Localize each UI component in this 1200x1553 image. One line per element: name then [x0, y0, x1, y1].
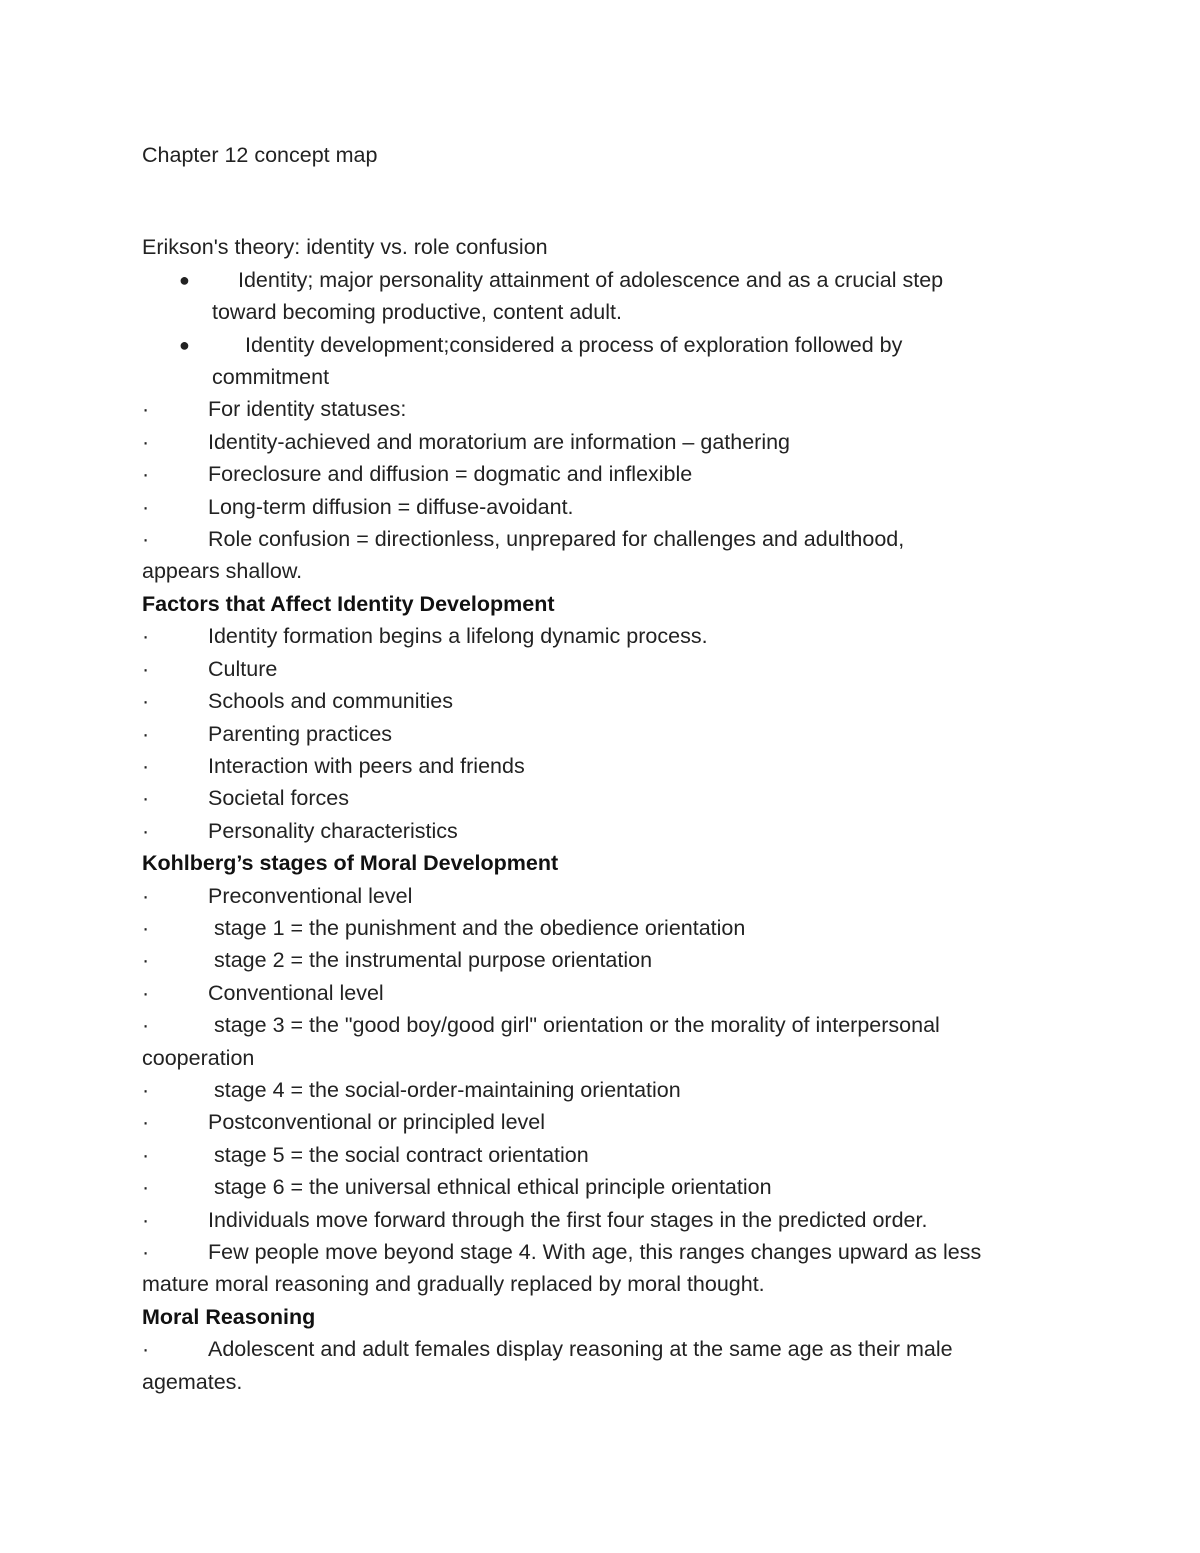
list-item	[142, 944, 1072, 976]
list-item-text: stage 1 = the punishment and the obedience orientation	[214, 915, 746, 940]
bullet-text: Identity development;considered a process of exploration followed by	[245, 332, 903, 357]
dot-icon: ·	[142, 397, 150, 422]
dot-icon: ·	[142, 883, 150, 908]
list-item-text: Role confusion = directionless, unprepared for challenges and adulthood,	[208, 527, 905, 552]
bullet-disc-icon: ●	[179, 334, 190, 355]
dot-icon: ·	[142, 624, 150, 649]
dot-icon: ·	[142, 818, 150, 843]
list-item-text: stage 5 = the social contract orientation	[214, 1142, 589, 1167]
list-item	[142, 620, 1072, 652]
list-item-text: Conventional level	[208, 980, 384, 1005]
list-item-text: Identity-achieved and moratorium are information – gathering	[208, 429, 791, 454]
dot-icon: ·	[142, 689, 150, 714]
list-item	[142, 1236, 1072, 1301]
list-item-text: stage 2 = the instrumental purpose orientation	[214, 948, 653, 973]
list-item	[142, 1074, 1072, 1106]
erikson-heading: Erikson's theory: identity vs. role confusion	[142, 235, 548, 260]
list-item-text: stage 4 = the social-order-maintaining orientation	[214, 1077, 681, 1102]
list-item-text-continued: mature moral reasoning and gradually replaced by moral thought.	[142, 1272, 765, 1297]
list-item-text: Long-term diffusion = diffuse-avoidant.	[208, 494, 574, 519]
list-item	[142, 1333, 1072, 1398]
bullet-text: Identity; major personality attainment of adolescence and as a crucial step	[238, 267, 944, 292]
dot-icon: ·	[142, 1207, 150, 1232]
list-item-text-continued: cooperation	[142, 1045, 255, 1070]
dot-icon: ·	[142, 462, 150, 487]
bullet-text-continued: toward becoming productive, content adult.	[212, 300, 622, 325]
list-item	[142, 912, 1072, 944]
page-title: Chapter 12 concept map	[142, 143, 378, 167]
list-item	[142, 718, 1072, 750]
document-body	[142, 139, 1072, 1398]
dot-icon: ·	[142, 656, 150, 681]
list-item	[142, 1139, 1072, 1171]
list-item-text: Parenting practices	[208, 721, 393, 746]
dot-icon: ·	[142, 1077, 150, 1102]
list-item-text: For identity statuses:	[208, 397, 407, 422]
list-item-text: Societal forces	[208, 786, 350, 811]
dot-icon: ·	[142, 1175, 150, 1200]
list-item-text: Personality characteristics	[208, 818, 458, 843]
dot-icon: ·	[142, 527, 150, 552]
erikson-bullet-2	[142, 329, 1072, 394]
dot-icon: ·	[142, 1013, 150, 1038]
dot-icon: ·	[142, 721, 150, 746]
list-item-text: Culture	[208, 656, 278, 681]
dot-icon: ·	[142, 429, 150, 454]
list-item-text: Individuals move forward through the first four stages in the predicted order.	[208, 1207, 928, 1232]
list-item-text: Adolescent and adult females display reasoning at the same age as their male	[208, 1337, 953, 1362]
dot-icon: ·	[142, 915, 150, 940]
list-item	[142, 815, 1072, 847]
list-item-text: stage 3 = the "good boy/good girl" orientation or the morality of interpersonal	[214, 1013, 940, 1038]
list-item-text: Identity formation begins a lifelong dynamic process.	[208, 624, 708, 649]
factors-heading: Factors that Affect Identity Development	[142, 591, 555, 616]
list-item-text: Preconventional level	[208, 883, 413, 908]
list-item	[142, 1204, 1072, 1236]
list-item	[142, 1009, 1072, 1074]
list-item-text: stage 6 = the universal ethnical ethical principle orientation	[214, 1175, 772, 1200]
list-item	[142, 1106, 1072, 1138]
dot-icon: ·	[142, 494, 150, 519]
list-item	[142, 977, 1072, 1009]
list-item-text-continued: appears shallow.	[142, 559, 303, 584]
dot-icon: ·	[142, 1337, 150, 1362]
dot-icon: ·	[142, 980, 150, 1005]
list-item	[142, 782, 1072, 814]
kohlberg-heading: Kohlberg’s stages of Moral Development	[142, 851, 559, 876]
list-item	[142, 491, 1072, 523]
bullet-disc-icon: ●	[179, 269, 190, 290]
list-item	[142, 393, 1072, 425]
list-item-text: Schools and communities	[208, 689, 453, 714]
moral-reasoning-heading: Moral Reasoning	[142, 1304, 316, 1329]
dot-icon: ·	[142, 753, 150, 778]
list-item	[142, 685, 1072, 717]
list-item-text: Interaction with peers and friends	[208, 753, 525, 778]
dot-icon: ·	[142, 1142, 150, 1167]
bullet-text-continued: commitment	[212, 365, 330, 390]
erikson-bullet-1	[142, 264, 1072, 329]
list-item	[142, 750, 1072, 782]
list-item	[142, 426, 1072, 458]
dot-icon: ·	[142, 1240, 150, 1264]
dot-icon: ·	[142, 948, 150, 973]
list-item-text: Postconventional or principled level	[208, 1110, 546, 1135]
list-item	[142, 1171, 1072, 1203]
list-item-text: Foreclosure and diffusion = dogmatic and inflexible	[208, 462, 693, 487]
list-item-text-continued: agemates.	[142, 1369, 243, 1394]
list-item	[142, 523, 1072, 588]
dot-icon: ·	[142, 786, 150, 811]
spacer	[142, 171, 1072, 231]
list-item	[142, 458, 1072, 490]
list-item	[142, 653, 1072, 685]
list-item-text: Few people move beyond stage 4. With age, this ranges changes upward as less	[208, 1240, 982, 1264]
list-item	[142, 880, 1072, 912]
dot-icon: ·	[142, 1110, 150, 1135]
